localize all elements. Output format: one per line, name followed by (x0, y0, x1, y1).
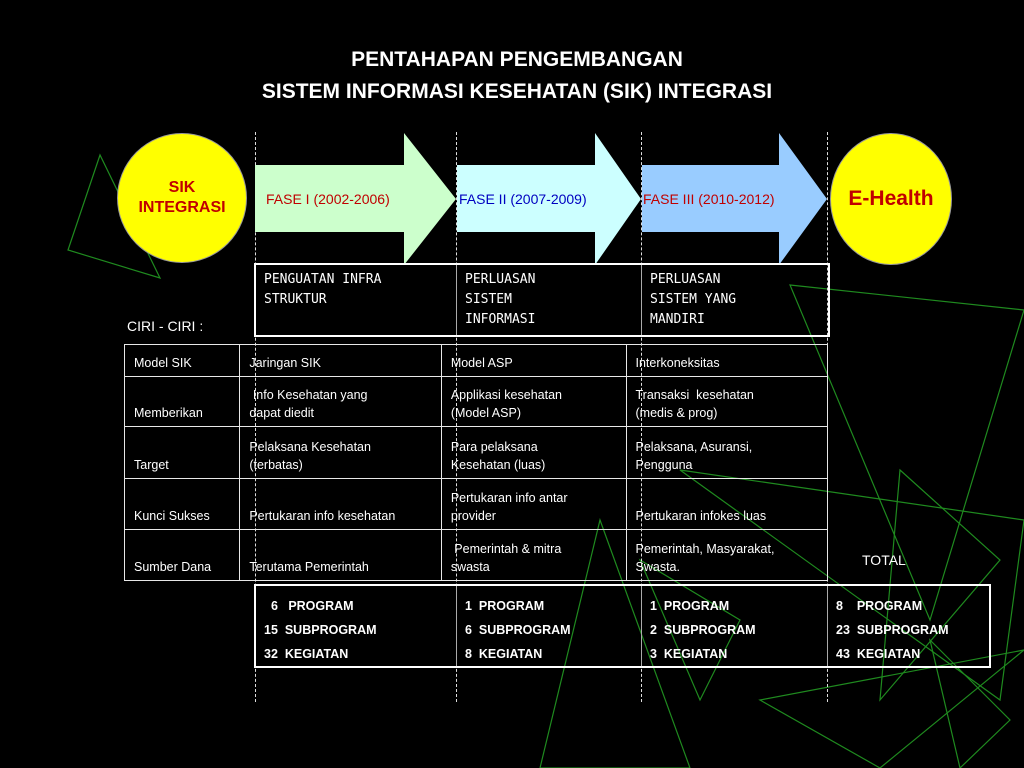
sik-line-1: SIK (168, 179, 196, 196)
program-line: 23 SUBPROGRAM (836, 623, 949, 637)
e-health-circle (830, 133, 952, 265)
feature-line: SISTEM (465, 292, 512, 307)
program-line: 1 PROGRAM (465, 599, 545, 613)
cell-line: Kesehatan (luas) (450, 458, 546, 472)
feature-phase-3 (642, 265, 826, 335)
sik-integrasi-circle (117, 133, 247, 263)
feature-line: MANDIRI (650, 312, 705, 327)
cell-line: provider (450, 509, 496, 523)
table-cell (240, 377, 441, 427)
title-line-1: PENTAHAPAN PENGEMBANGAN (351, 48, 683, 71)
ciri-ciri-label: CIRI - CIRI : (127, 318, 204, 334)
table-cell: Terutama Pemerintah (240, 530, 441, 581)
cell-line: Pertukaran info antar (450, 491, 568, 505)
program-phase-2 (457, 586, 642, 666)
table-cell (626, 427, 828, 479)
table-cell: Pertukaran infokes luas (626, 479, 828, 530)
table-cell: Interkoneksitas (626, 345, 828, 377)
phase-2-label (459, 191, 587, 207)
cell-line: (terbatas) (249, 458, 303, 472)
e-health-label: E-Health (848, 187, 934, 210)
row-label: Model SIK (125, 345, 240, 377)
table-row (125, 345, 828, 377)
feature-line: PERLUASAN (465, 272, 536, 287)
program-line: 43 KEGIATAN (836, 647, 921, 661)
row-label: Memberikan (125, 377, 240, 427)
table-cell: Pertukaran info kesehatan (240, 479, 441, 530)
cell-line: Applikasi kesehatan (450, 388, 562, 402)
cell-line: swasta (450, 560, 490, 574)
table-cell: Jaringan SIK (240, 345, 441, 377)
program-line: 6 SUBPROGRAM (465, 623, 571, 637)
cell-line: Para pelaksana (450, 440, 538, 454)
cell-line: (medis & prog) (635, 406, 718, 420)
table-row (125, 530, 828, 581)
feature-phase-1 (256, 265, 457, 335)
feature-phase-2 (457, 265, 642, 335)
cell-line: dapat diedit (249, 406, 314, 420)
table-row (125, 479, 828, 530)
row-label: Target (125, 427, 240, 479)
total-label: TOTAL (862, 552, 906, 568)
program-total (828, 586, 985, 666)
row-label: Kunci Sukses (125, 479, 240, 530)
program-line: 8 KEGIATAN (465, 647, 543, 661)
cell-line: Pemerintah & mitra (450, 542, 562, 556)
table-cell (441, 427, 626, 479)
phase-3-label: FASE III (2010-2012) (643, 191, 775, 207)
program-line: 32 KEGIATAN (264, 647, 349, 661)
table-cell (441, 479, 626, 530)
cell-line: Pengguna (635, 458, 693, 472)
title-line-2: SISTEM INFORMASI KESEHATAN (SIK) INTEGRASI (261, 80, 773, 103)
feature-line: PENGUATAN INFRA (264, 272, 382, 287)
cell-line: Info Kesehatan yang (249, 388, 368, 402)
table-cell (626, 530, 828, 581)
program-line: 8 PROGRAM (836, 599, 923, 613)
feature-line: SISTEM YANG (650, 292, 737, 307)
cell-line: Pemerintah, Masyarakat, (635, 542, 775, 556)
cell-line: Swasta. (635, 560, 680, 574)
table-cell (441, 530, 626, 581)
program-line: 1 PROGRAM (650, 599, 730, 613)
program-line: 6 PROGRAM (264, 599, 354, 613)
feature-line: STRUKTUR (264, 292, 327, 307)
table-cell (626, 377, 828, 427)
feature-line: INFORMASI (465, 312, 536, 327)
phase-2-prefix: FASE II (459, 191, 511, 207)
phase-1-label: FASE I (2002-2006) (266, 191, 390, 207)
program-line: 2 SUBPROGRAM (650, 623, 756, 637)
phase-features-box (254, 263, 830, 337)
cell-line: Pelaksana, Asuransi, (635, 440, 753, 454)
program-phase-1 (256, 586, 457, 666)
table-row (125, 377, 828, 427)
table-cell: Model ASP (441, 345, 626, 377)
program-totals-box (254, 584, 991, 668)
table-cell (240, 427, 441, 479)
cell-line: Transaksi kesehatan (635, 388, 754, 402)
cell-line: (Model ASP) (450, 406, 521, 420)
cell-line: Pelaksana Kesehatan (249, 440, 371, 454)
table-row (125, 427, 828, 479)
program-line: 3 KEGIATAN (650, 647, 728, 661)
sik-line-2: INTEGRASI (138, 199, 226, 216)
characteristics-table (124, 344, 828, 581)
program-line: 15 SUBPROGRAM (264, 623, 377, 637)
feature-line: PERLUASAN (650, 272, 721, 287)
phase-2-years: (2007-2009) (510, 191, 587, 207)
table-cell (441, 377, 626, 427)
program-phase-3 (642, 586, 828, 666)
row-label: Sumber Dana (125, 530, 240, 581)
